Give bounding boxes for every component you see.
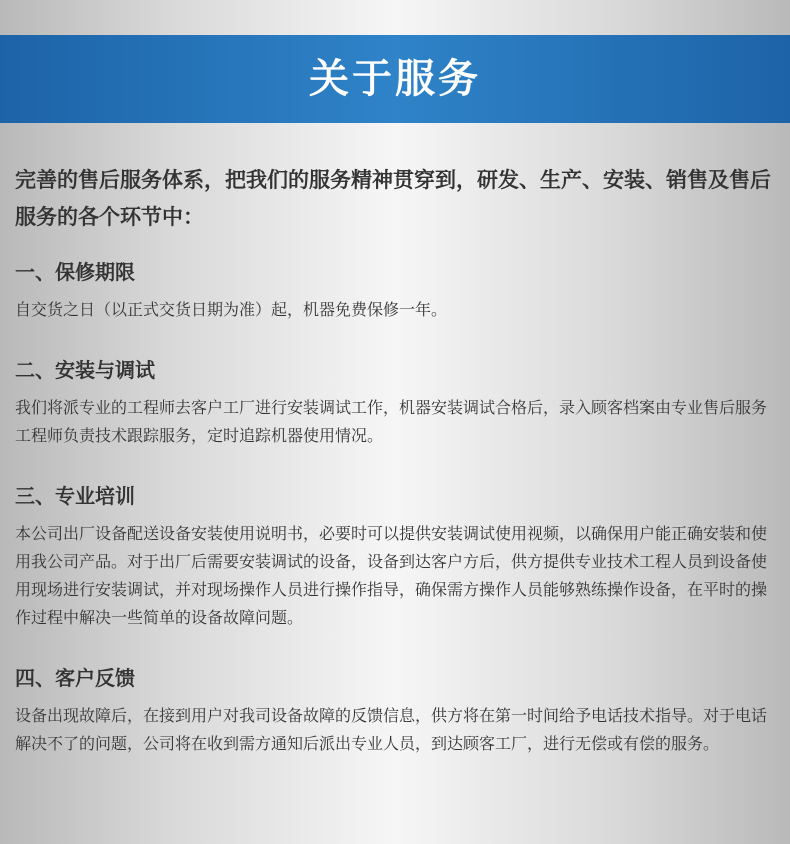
service-content xyxy=(15,162,775,753)
section-body-training: 本公司出厂设备配送设备安装使用说明书，必要时可以提供安装调试使用视频，以确保用户能正确安装和使用我公司产品。对于出厂后需要安装调试的设备，设备到达客户方后，供方提供专业技术工程人员到设备使用现场进行安装调试，并对现场操作人员进行操作指导，确保需方操作人员能够熟练操作设备，在平时的操作过程中解决一些简单的设备故障问题。 xyxy=(15,524,768,627)
section-installation xyxy=(15,356,775,450)
page-title: 关于服务 xyxy=(309,56,481,102)
section-body-installation: 我们将派专业的工程师去客户工厂进行安装调试工作，机器安装调试合格后，录入顾客档案由专业售后服务工程师负责技术跟踪服务，定时追踪机器使用情况。 xyxy=(15,398,768,445)
section-warranty xyxy=(15,258,775,324)
section-heading-feedback: 四、客户反馈 xyxy=(15,666,135,690)
intro-text: 完善的售后服务体系，把我们的服务精神贯穿到，研发、生产、安装、销售及售后服务的各个环节中： xyxy=(15,168,771,229)
section-training xyxy=(15,482,775,632)
section-feedback xyxy=(15,664,775,758)
section-body-warranty: 自交货之日（以正式交货日期为准）起，机器免费保修一年。 xyxy=(15,300,448,319)
section-heading-warranty: 一、保修期限 xyxy=(15,260,135,284)
section-body-feedback: 设备出现故障后，在接到用户对我司设备故障的反馈信息，供方将在第一时间给予电话技术指导。对于电话解决不了的问题，公司将在收到需方通知后派出专业人员，到达顾客工厂，进行无偿或有偿的服务。 xyxy=(15,706,768,753)
section-heading-training: 三、专业培训 xyxy=(15,484,135,508)
section-heading-installation: 二、安装与调试 xyxy=(15,358,155,382)
header-banner xyxy=(0,35,790,123)
